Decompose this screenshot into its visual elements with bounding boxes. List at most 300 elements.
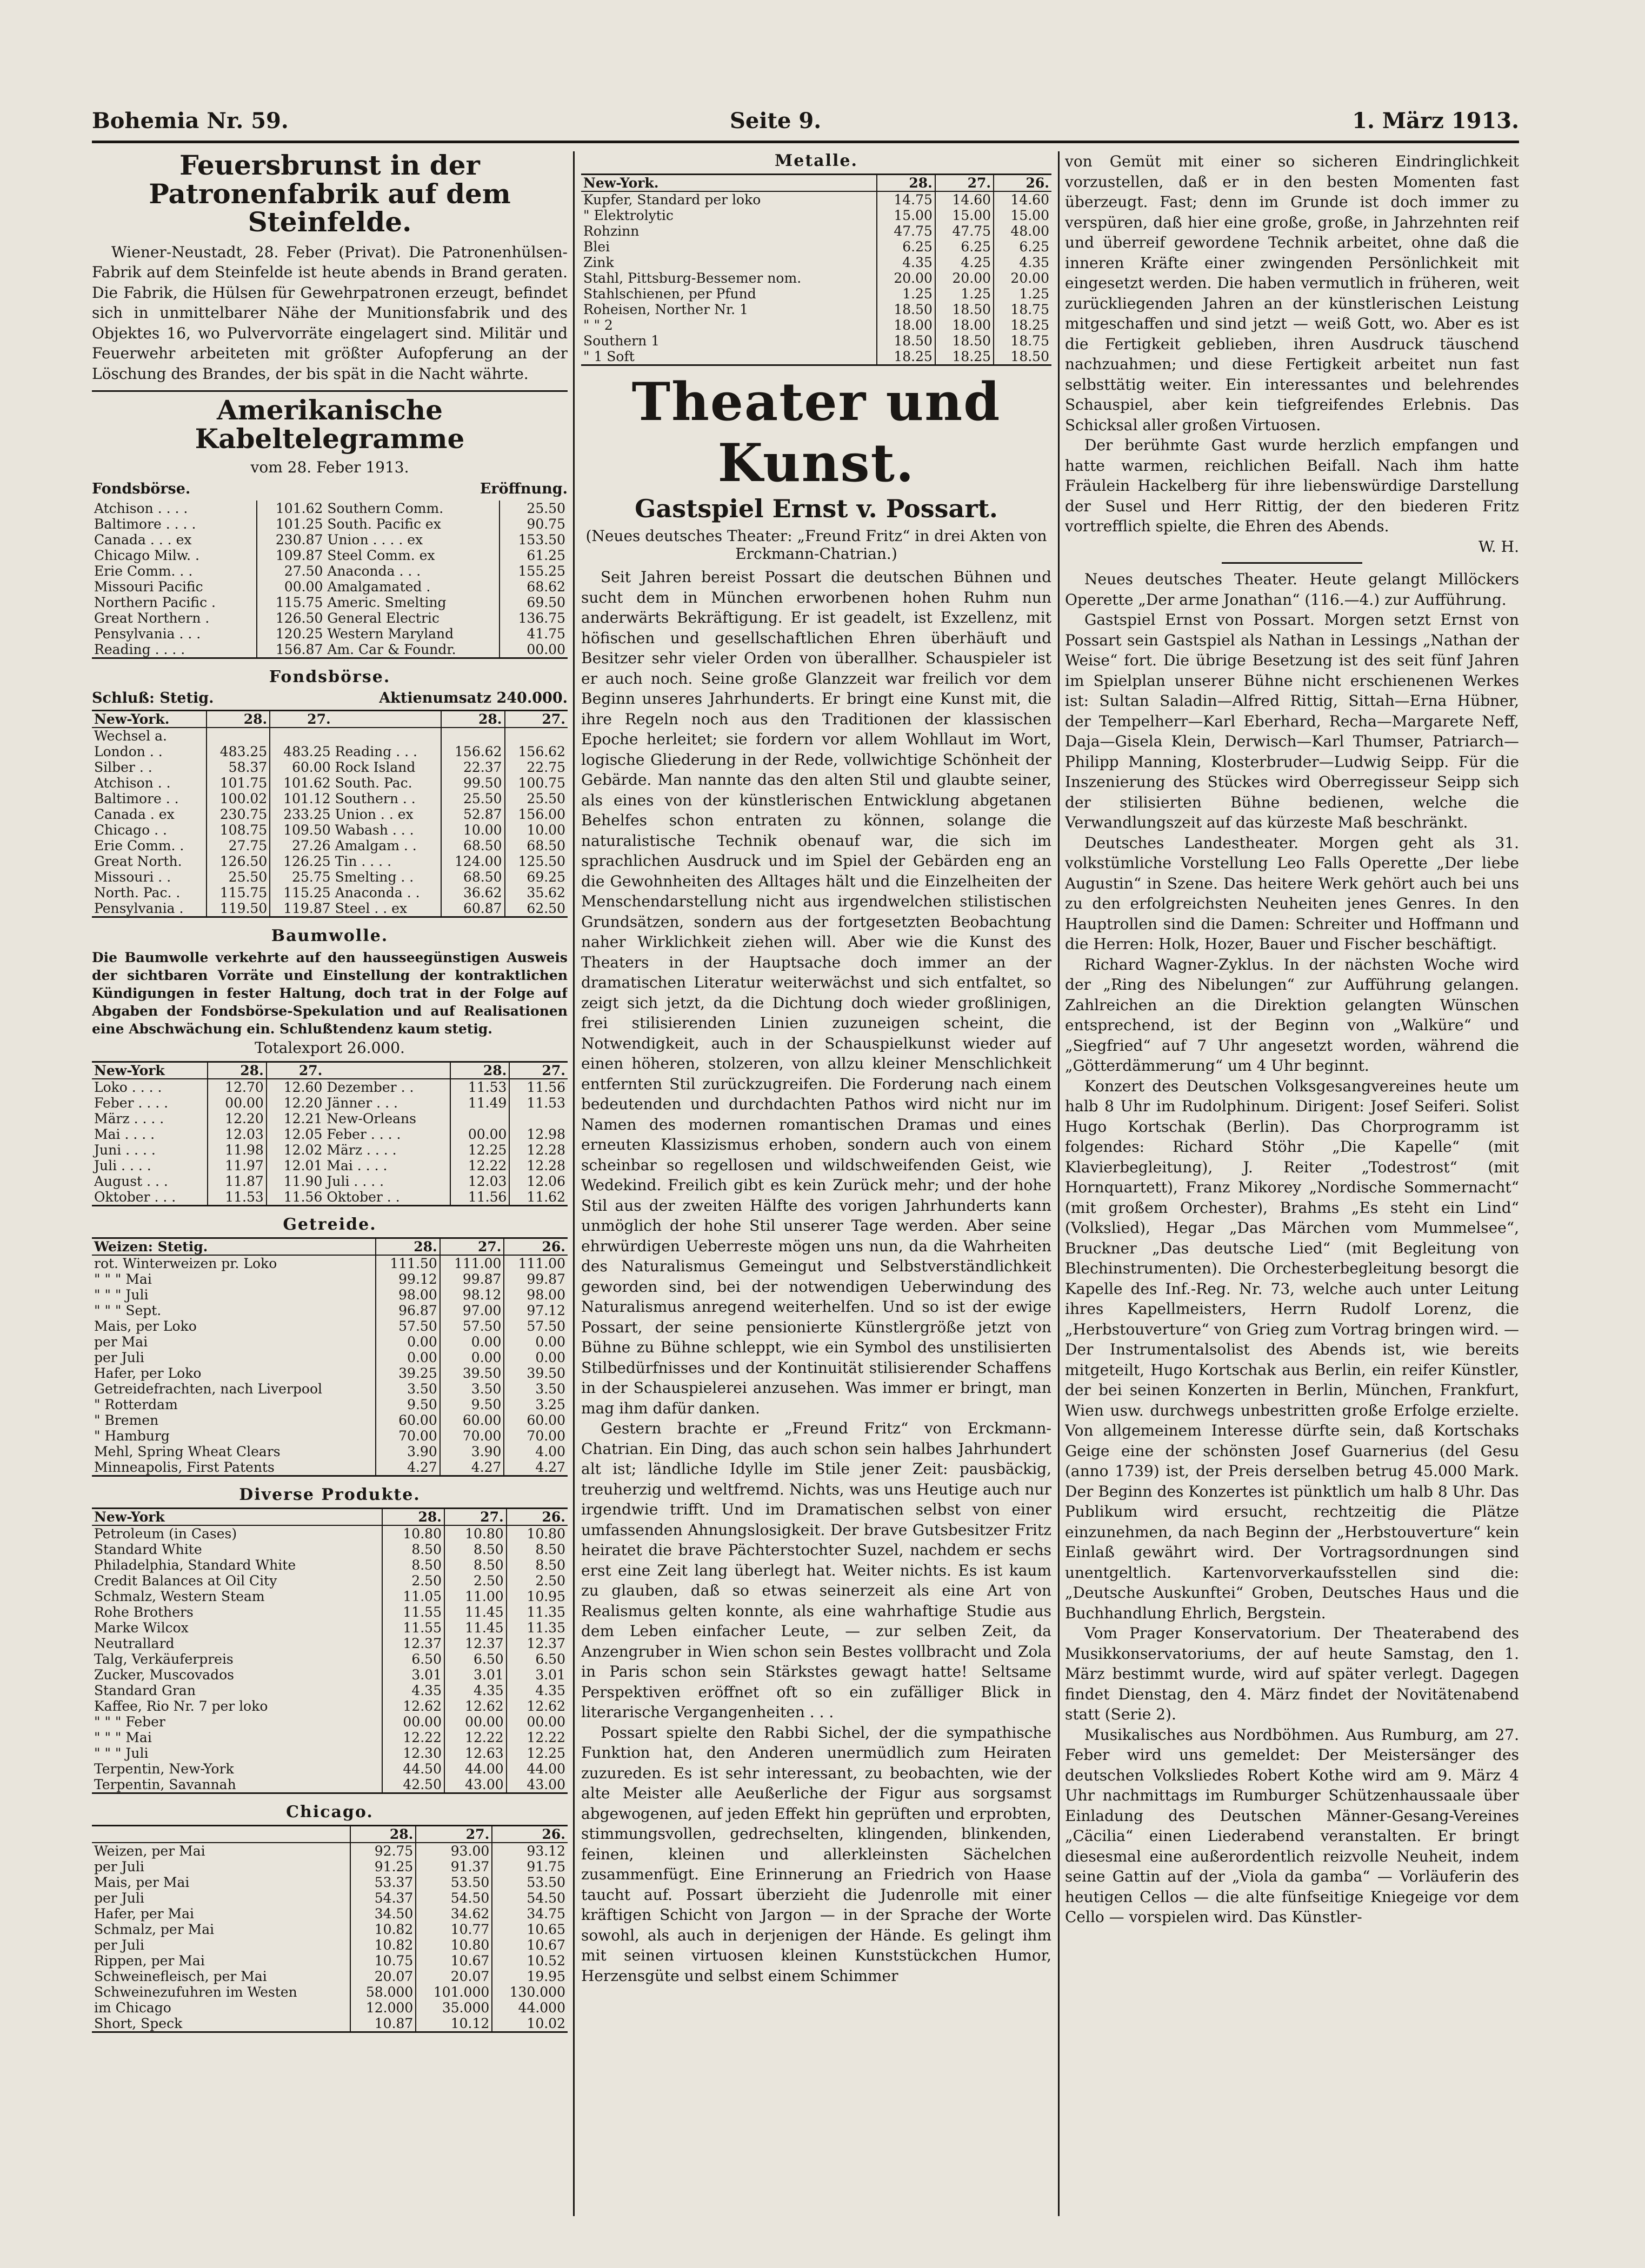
table-cell: Blei — [583, 239, 610, 255]
table-cell: Anaconda . . . — [327, 563, 421, 579]
table-cell: Steel Comm. ex — [327, 548, 435, 563]
table-cell: Tin . . . . — [335, 853, 392, 869]
table-cell: 12.000 — [350, 2000, 416, 2016]
table-cell: 18.50 — [877, 333, 935, 349]
table-cell — [505, 728, 568, 744]
table-row — [92, 1937, 568, 1953]
table-cell — [270, 728, 332, 744]
table-cell: Rohzinn — [583, 223, 640, 239]
table-cell: 27. — [416, 1826, 492, 1843]
table-cell: Juli . . . . — [327, 1173, 384, 1189]
table-cell: 11.53 — [450, 1079, 509, 1095]
table-cell: 4.35 — [382, 1683, 444, 1698]
theater-headline: Theater und Kunst. — [631, 371, 1001, 493]
table-cell: 18.00 — [877, 317, 935, 333]
table-cell: 00.00 — [208, 1095, 267, 1111]
table-row — [92, 1604, 568, 1620]
table-cell: 119.87 — [270, 900, 332, 917]
table-cell: Standard Gran — [94, 1683, 196, 1698]
table-cell: 12.03 — [450, 1173, 509, 1189]
table-cell: 12.25 — [450, 1142, 509, 1158]
table-cell: 125.50 — [505, 853, 568, 869]
table-row — [92, 1287, 568, 1303]
table-row — [92, 806, 568, 822]
chicago-title: Chicago. — [286, 1803, 374, 1822]
table-cell: 57.50 — [440, 1318, 504, 1334]
table-cell: 4.35 — [444, 1683, 507, 1698]
table-cell: 12.02 — [267, 1142, 325, 1158]
table-cell: 1.25 — [877, 286, 935, 302]
table-cell: Anaconda . . — [335, 885, 420, 900]
table-cell: 483.25 — [207, 744, 270, 759]
table-cell: 27. — [440, 1238, 504, 1256]
table-cell: 12.20 — [267, 1095, 325, 1111]
table-row — [92, 1111, 568, 1126]
table-cell: 101.25 — [257, 516, 325, 532]
table-cell: 92.75 — [350, 1843, 416, 1859]
table-cell: 12.62 — [507, 1698, 568, 1714]
table-row — [92, 1875, 568, 1890]
table-cell: 12.37 — [382, 1636, 444, 1651]
table-cell: London . . — [94, 744, 163, 759]
table-cell: 0.00 — [504, 1334, 568, 1350]
table-cell: 8.50 — [444, 1557, 507, 1573]
table-cell: 60.00 — [440, 1412, 504, 1428]
table-cell: 101.62 — [257, 501, 325, 516]
table-cell: 26. — [492, 1826, 568, 1843]
table-row — [92, 548, 568, 563]
table-row — [92, 595, 568, 610]
schluss-line — [92, 690, 568, 706]
table-cell: 10.95 — [507, 1589, 568, 1604]
table-row — [92, 822, 568, 838]
table-row — [581, 270, 1051, 286]
table-cell: Union . . . . ex — [327, 532, 423, 548]
notice-landestheater: Deutsches Landestheater. Morgen geht als 31. volkstümliche Vorstellung Leo Falls Operette „Der liebe Augustin“ in Szene. Das heitere Werk gehört auch bei uns zu den erfolgreichsten Neuheiten jenes Genres. In den Hauptrollen sind die Damen: Schreiter und Hoffmann und die Herren: Holk, Hozer, Bauer und Fischer beschäftigt. — [1065, 833, 1519, 953]
table-cell: Union . . ex — [335, 806, 414, 822]
table-cell: Rock Island — [335, 759, 416, 775]
table-cell: 43.00 — [507, 1777, 568, 1793]
table-cell: 111.50 — [376, 1255, 440, 1271]
table-cell: 10.52 — [492, 1953, 568, 1969]
table-row — [92, 1189, 568, 1206]
table-row — [92, 1557, 568, 1573]
table-cell: 35.000 — [416, 2000, 492, 2016]
table-cell: 18.25 — [935, 349, 994, 365]
table-cell: 10.67 — [492, 1937, 568, 1953]
table-cell: 10.80 — [444, 1525, 507, 1542]
table-cell: 20.00 — [994, 270, 1051, 286]
table-cell: Juli . . . . — [94, 1158, 151, 1173]
table-row — [92, 1142, 568, 1158]
table-cell: 0.00 — [504, 1350, 568, 1365]
table-cell: 3.01 — [382, 1667, 444, 1683]
table-cell: " Elektrolytic — [583, 208, 674, 223]
review-paragraph-2: Gestern brachte er „Freund Fritz“ von Erckmann-Chatrian. Ein Ding, das auch schon sein halbes Jahrhundert alt ist; ländliche Idylle im Stile jener Zeit: pausbäckig, treuherzig und weltfremd. Nichts, was uns Heutige auch nur irgendwie trifft. Und im Dramatischen selbst von einer umfassenden Ahnungslosigkeit. Der brave Gutsbesitzer Fritz heiratet die brave Pächterstochter Suzel, nachdem er sechs erst eine Zeit lang überlegt hat. Weiter nichts. Es ist kaum zu glauben, daß so etwas seinerzeit als eine Art von Realismus gelten konnte, als eine wahrhaftige Studie aus dem Leben einfacher Leute, — zur selben Zeit, da Anzengruber in Wien schon sein Bestes vollbracht und Zola in Paris schon sein Stärkstes gewagt hatte! Seltsame Perspektiven eröffnet oft so ein zufälliger Blick in literarische Vergangenheiten . . . — [581, 1419, 1051, 1722]
table-cell: Chicago . . — [94, 822, 167, 838]
newspaper-page — [92, 86, 1519, 2227]
review-paragraph-3: Possart spielte den Rabbi Sichel, der die sympathische Funktion hat, den Anderen unermüdlich zum Heiraten zuzureden. Es ist sehr interessant, zu beobachten, wie der alte Meister alle Aeußerliche der Figur aus sorgsamst abgewogenen, auf jeden Effekt hin geprüften und erprobten, stimmungsvollen, gedrechselten, klingenden, blinkenden, feinen, kleinen und allerkleinsten Sächelchen zusammenfügt. Eine Erinnerung an Friedrich von Haase taucht auf. Possart überzieht die Judenrolle mit einer kräftigen Schicht von Jargon — in der Sprache der Worte sowohl, als auch in derjenigen der Hände. Es gelingt ihm mit seinen virtuosen kleinen Kunststückchen Humor, Herzensgüte und selbst einem Schimmer — [581, 1723, 1051, 1985]
table-cell: 11.45 — [444, 1604, 507, 1620]
table-cell: Atchison . . . . — [94, 501, 188, 516]
table-cell: 12.22 — [507, 1730, 568, 1745]
table-cell: 57.50 — [376, 1318, 440, 1334]
table-cell: 11.05 — [382, 1589, 444, 1604]
table-cell: 4.35 — [994, 255, 1051, 270]
header-center: Seite 9. — [730, 108, 822, 134]
table-cell: 12.30 — [382, 1745, 444, 1761]
table-cell: 28. — [441, 711, 505, 728]
table-cell: 6.50 — [507, 1651, 568, 1667]
table-cell: 96.87 — [376, 1303, 440, 1318]
table-cell: 14.75 — [877, 191, 935, 208]
table-cell: 54.50 — [416, 1890, 492, 1906]
table-cell: 12.22 — [382, 1730, 444, 1745]
table-cell: 12.62 — [444, 1698, 507, 1714]
table-cell: 00.00 — [257, 579, 325, 595]
table-row — [92, 1126, 568, 1142]
neues-theater-note: (Neues deutsches Theater: „Freund Fritz“ in drei Akten von Erckmann-Chatrian.) — [585, 527, 1047, 563]
review-signature: W. H. — [1478, 537, 1519, 556]
table-row — [92, 1843, 568, 1859]
chicago-table — [92, 1825, 568, 2033]
table-cell: 27.26 — [270, 838, 332, 853]
table-cell: 12.37 — [507, 1636, 568, 1651]
table-cell: 00.00 — [507, 1714, 568, 1730]
table-cell: 14.60 — [935, 191, 994, 208]
table-row — [92, 1459, 568, 1476]
table-cell: 11.62 — [509, 1189, 568, 1206]
table-cell: 34.62 — [416, 1906, 492, 1922]
table-cell: 2.50 — [507, 1573, 568, 1589]
table-cell: 18.50 — [877, 302, 935, 317]
table-cell: 101.000 — [416, 1984, 492, 2000]
table-row — [581, 333, 1051, 349]
table-cell: 156.00 — [505, 806, 568, 822]
table-cell: 19.95 — [492, 1969, 568, 1984]
table-cell: 0.00 — [440, 1334, 504, 1350]
table-row — [92, 1158, 568, 1173]
table-cell: 48.00 — [994, 223, 1051, 239]
table-cell: 11.35 — [507, 1620, 568, 1636]
table-cell: 126.25 — [270, 853, 332, 869]
table-cell: 27. — [935, 175, 994, 192]
table-row — [92, 1095, 568, 1111]
table-cell: 18.75 — [994, 333, 1051, 349]
table-cell: 28. — [877, 175, 935, 192]
table-cell: 12.37 — [444, 1636, 507, 1651]
table-cell: 62.50 — [505, 900, 568, 917]
table-cell: Rohe Brothers — [94, 1604, 194, 1620]
table-cell: 6.25 — [994, 239, 1051, 255]
table-cell: 11.45 — [444, 1620, 507, 1636]
table-cell: 10.02 — [492, 2016, 568, 2032]
table-cell: 130.000 — [492, 1984, 568, 2000]
table-row — [581, 239, 1051, 255]
cotton-export: Totalexport 26.000. — [255, 1039, 405, 1057]
table-cell: 11.87 — [208, 1173, 267, 1189]
table-cell: 53.50 — [492, 1875, 568, 1890]
review-continuation: von Gemüt mit einer so sicheren Eindringlichkeit vorzustellen, daß er in den besten Momenten fast überzeugt. Fast; denn im Grunde ist doch immer zu verspüren, daß hier eine große, große, in Jahrzehnten reif und überreif gewordene Technik arbeitet, ohne daß die inneren Kräfte einer zwingenden Persönlichkeit mit eingesetzt werden. Die haben vermutlich in früheren, weit zurückliegenden Jahren an der künstlerischen Leistung mitgeschaffen und sind jetzt — weiß Gott, wo. Aber es ist die Fertigkeit geblieben, ihren Ausdruck täuschend nachzuahmen; und diese Fertigkeit arbeitet nun fast selbsttätig weiter. Ein interessantes und belehrendes Schauspiel, aber kein tiefgreifendes Erlebnis. Das Schicksal aller großen Virtuosen. — [1065, 152, 1519, 434]
table-cell: 70.00 — [376, 1428, 440, 1444]
table-cell: Northern Pacific . — [94, 595, 216, 610]
table-cell: 93.12 — [492, 1843, 568, 1859]
table-cell: 10.00 — [505, 822, 568, 838]
table-cell: per Juli — [94, 1859, 144, 1875]
table-cell: Feber . . . . — [94, 1095, 169, 1111]
table-cell: Great Northern . — [94, 610, 210, 626]
table-cell: 25.50 — [500, 501, 568, 516]
table-cell: 12.06 — [509, 1173, 568, 1189]
table-cell: Weizen: Stetig. — [92, 1238, 376, 1256]
table-cell: Schmalz, per Mai — [94, 1922, 215, 1937]
table-cell: Schweinefleisch, per Mai — [94, 1969, 267, 1984]
table-cell: 39.50 — [440, 1365, 504, 1381]
table-cell: " " " Mai — [94, 1271, 152, 1287]
table-row — [92, 610, 568, 626]
table-cell: 155.25 — [500, 563, 568, 579]
table-cell: Steel . . ex — [333, 900, 441, 917]
table-cell: Pensylvania . — [92, 900, 207, 917]
table-cell: 12.28 — [509, 1158, 568, 1173]
table-cell: Oktober . . . — [92, 1189, 208, 1206]
table-cell: Baltimore . . — [94, 791, 179, 806]
table-cell: 4.27 — [504, 1459, 568, 1476]
table-cell: 483.25 — [270, 744, 332, 759]
table-cell: Petroleum (in Cases) — [94, 1526, 237, 1542]
table-row — [92, 1636, 568, 1651]
notice-neues-theater: Neues deutsches Theater. Heute gelangt Millöckers Operette „Der arme Jonathan“ (116.—4.) zur Aufführung. — [1065, 570, 1519, 609]
header-right: 1. März 1913. — [1352, 108, 1519, 134]
table-cell: 12.22 — [450, 1158, 509, 1173]
table-row — [92, 728, 568, 744]
table-cell: Am. Car & Foundr. — [325, 642, 500, 658]
table-cell: 68.62 — [500, 579, 568, 595]
table-cell: Canada . ex — [94, 806, 175, 822]
table-header-row — [92, 1238, 568, 1256]
table-cell: New-York — [92, 1509, 382, 1526]
table-header-row — [92, 711, 568, 728]
table-cell: 22.37 — [441, 759, 505, 775]
table-cell: Kupfer, Standard per loko — [583, 192, 761, 208]
table-cell: 3.25 — [504, 1397, 568, 1412]
table-cell: 3.50 — [504, 1381, 568, 1397]
table-row — [92, 563, 568, 579]
table-cell: 10.80 — [416, 1937, 492, 1953]
table-cell: Atchison . . — [94, 775, 171, 791]
table-cell: Loko . . . . — [94, 1079, 162, 1095]
table-cell: 12.20 — [208, 1111, 267, 1126]
table-cell: 36.62 — [441, 885, 505, 900]
table-cell: 44.00 — [507, 1761, 568, 1777]
table-cell: New-York — [92, 1062, 208, 1079]
table-cell: 10.65 — [492, 1922, 568, 1937]
table-row — [92, 1444, 568, 1459]
table-cell: 27.75 — [207, 838, 270, 853]
table-cell: Reading . . . . — [92, 642, 257, 658]
table-cell: Wechsel a. — [94, 728, 167, 744]
table-cell: 00.00 — [500, 642, 568, 658]
section-rule — [92, 390, 568, 392]
table-cell: 4.35 — [507, 1683, 568, 1698]
table-cell: 109.87 — [257, 548, 325, 563]
table-cell: 98.12 — [440, 1287, 504, 1303]
table-cell: 11.56 — [509, 1079, 568, 1095]
table-cell: Pensylvania . . . — [94, 626, 201, 642]
table-cell — [333, 728, 441, 744]
header-left: Bohemia Nr. 59. — [92, 108, 289, 134]
table-cell: 60.87 — [441, 900, 505, 917]
table-cell — [333, 711, 441, 728]
table-cell: 53.50 — [416, 1875, 492, 1890]
table-cell: Great North. — [94, 853, 182, 869]
fonds-line — [92, 481, 568, 497]
table-row — [92, 1730, 568, 1745]
table-cell: Feber . . . . — [327, 1126, 401, 1142]
table-cell: 00.00 — [382, 1714, 444, 1730]
table-cell: Erie Comm. . . — [94, 563, 193, 579]
table-cell: 69.50 — [500, 595, 568, 610]
table-cell: Stahl, Pittsburg-Bessemer nom. — [583, 270, 802, 286]
table-row — [92, 853, 568, 869]
table-cell: " " " Juli — [94, 1287, 149, 1303]
table-cell: Western Maryland — [327, 626, 454, 642]
table-cell: 15.00 — [994, 208, 1051, 223]
table-cell — [450, 1111, 509, 1126]
table-row — [92, 1683, 568, 1698]
table-cell: 156.87 — [257, 642, 325, 658]
table-cell: 70.00 — [504, 1428, 568, 1444]
table-cell: 1.25 — [935, 286, 994, 302]
table-cell: 11.53 — [208, 1189, 267, 1206]
table-cell: 00.00 — [444, 1714, 507, 1730]
notice-konservatorium: Vom Prager Konservatorium. Der Theaterabend des Musikkonservatoriums, der auf heute Samstag, den 1. März bestimmt wurde, wird auf später verlegt. Dagegen findet Dienstag, den 4. März findet der Novitätenabend statt (Serie 2). — [1065, 1624, 1519, 1723]
table-cell: 18.25 — [877, 349, 935, 365]
table-cell: 230.75 — [207, 806, 270, 822]
table-cell: 18.50 — [935, 333, 994, 349]
table-cell: 18.50 — [994, 349, 1051, 365]
table-cell: 3.50 — [376, 1381, 440, 1397]
table-row — [92, 1381, 568, 1397]
table-cell: 120.25 — [257, 626, 325, 642]
table-cell: 91.75 — [492, 1859, 568, 1875]
table-row — [92, 1589, 568, 1604]
table-cell: Terpentin, Savannah — [92, 1777, 382, 1793]
table-row — [92, 626, 568, 642]
open-label: Eröffnung. — [479, 481, 568, 497]
table-cell: 47.75 — [935, 223, 994, 239]
table-cell: 0.00 — [440, 1350, 504, 1365]
table-cell: 11.56 — [450, 1189, 509, 1206]
table-cell: 3.01 — [444, 1667, 507, 1683]
column-divider — [573, 151, 575, 2216]
table-cell: 39.50 — [504, 1365, 568, 1381]
notice-wagner: Richard Wagner-Zyklus. In der nächsten Woche wird der „Ring des Nibelungen“ zur Aufführung gelangen. Zahlreichen an die Direktion gelangten Wünschen entsprechend, ist der Beginn von „Walküre“ und „Siegfried“ auf 7 Uhr angesetzt worden, während die „Götterdämmerung“ um 4 Uhr beginnt. — [1065, 955, 1519, 1075]
table-row — [92, 1542, 568, 1557]
table-cell: 35.62 — [505, 885, 568, 900]
table-cell: 26. — [507, 1509, 568, 1526]
table-row — [92, 1761, 568, 1777]
table-cell: 99.50 — [441, 775, 505, 791]
table-cell: 10.82 — [350, 1937, 416, 1953]
table-row — [92, 1412, 568, 1428]
table-cell: 11.55 — [382, 1620, 444, 1636]
table-cell: 108.75 — [207, 822, 270, 838]
short-rule — [1222, 562, 1362, 564]
table-row — [92, 885, 568, 900]
table-row — [92, 1255, 568, 1271]
table-row — [581, 349, 1051, 365]
table-cell: 98.00 — [376, 1287, 440, 1303]
table-cell: 12.25 — [507, 1745, 568, 1761]
table-cell — [207, 728, 270, 744]
table-cell: 14.60 — [994, 191, 1051, 208]
table-cell: 27. — [509, 1062, 568, 1079]
table-cell: Amalgamated . — [327, 579, 431, 595]
table-cell: August . . . — [94, 1173, 168, 1189]
column-1 — [92, 151, 568, 2216]
table-cell: 230.87 — [257, 532, 325, 548]
table-cell: 53.37 — [350, 1875, 416, 1890]
table-cell: Mais, per Mai — [94, 1875, 190, 1890]
table-row — [92, 1667, 568, 1683]
table-cell: Wabash . . . — [335, 822, 414, 838]
table-cell: 57.50 — [504, 1318, 568, 1334]
table-row — [92, 1334, 568, 1350]
table-cell: 91.37 — [416, 1859, 492, 1875]
table-cell: 28. — [350, 1826, 416, 1843]
table-cell: 11.98 — [208, 1142, 267, 1158]
table-row — [92, 1698, 568, 1714]
table-row — [92, 1714, 568, 1730]
table-cell: 97.00 — [440, 1303, 504, 1318]
table-cell: 60.00 — [376, 1412, 440, 1428]
table-cell: 119.50 — [207, 900, 270, 917]
table-cell: 12.22 — [444, 1730, 507, 1745]
table-header-row — [92, 1509, 568, 1526]
table-cell: 2.50 — [444, 1573, 507, 1589]
table-cell: 111.00 — [440, 1255, 504, 1271]
table-cell: 136.75 — [500, 610, 568, 626]
table-cell: 68.50 — [441, 869, 505, 885]
table-cell: Southern . . — [335, 791, 416, 806]
grain-title: Getreide. — [283, 1215, 377, 1234]
table-cell: Kaffee, Rio Nr. 7 per loko — [94, 1698, 268, 1714]
table-cell: " Hamburg — [94, 1428, 170, 1444]
table-cell: 68.50 — [505, 838, 568, 853]
table-cell: 6.25 — [877, 239, 935, 255]
table-cell: Standard White — [94, 1542, 202, 1557]
table-cell: Chicago Milw. . — [94, 548, 199, 563]
table-row — [92, 532, 568, 548]
column-2 — [581, 151, 1051, 2216]
table-cell: 156.62 — [441, 744, 505, 759]
umsatz-text: Aktienumsatz 240.000. — [379, 690, 568, 706]
table-cell: Hafer, per Mai — [94, 1906, 195, 1922]
table-cell: 91.25 — [350, 1859, 416, 1875]
table-cell: 60.00 — [504, 1412, 568, 1428]
table-cell: per Juli — [94, 1350, 144, 1365]
products-title: Diverse Produkte. — [239, 1485, 421, 1504]
table-cell: 52.87 — [441, 806, 505, 822]
table-cell: 47.75 — [877, 223, 935, 239]
table-cell: Minneapolis, First Patents — [92, 1459, 376, 1476]
table-cell: 25.50 — [505, 791, 568, 806]
review-paragraph-1: Seit Jahren bereist Possart die deutschen Bühnen und sucht dem in München erworbenen hohen Ruhm nun anderwärts Bekräftigung. Er ist geadelt, ist Exzellenz, mit höfischen und gesellschaftlichen Ehren überhäuft und Besitzer sehr vieler Orden von überallher. Schauspieler ist er auch noch. Seine große Glanzzeit war freilich vor dem Beginn unseres Jahrhunderts. Er bringt eine Kunst mit, die ihre Regeln noch aus den Traditionen der klassischen Epoche herleitet; sie fordern vor allem Wohllaut im Wort, logische Gliederung in der Rede, vollwichtige Schönheit der Gebärde. Man nannte das den alten Stil und glaubte seiner, als eines von der künstlerischen Entwicklung abgetanen Behelfes schon entraten zu können, solange die naturalistische Technik obenauf war, die sich im sprachlichen Ausdruck und im Spiel der Gebärden eng an die Gewohnheiten des Alltages hält und die Einzelheiten der Menschendarstellung nicht aus irgendwelchen stilistischen Grundsätzen, sondern aus der fortgesetzten Beobachtung naher Wirklichkeit ziehen will. Aber wie die Kunst des Theaters in der Hauptsache doch immer an der dramatischen Literatur weiterwächst und sich entfaltet, so zeigt sich jetzt, da die Dichtung doch wieder großlinigen, frei stilisierenden Linien zuzuneigen scheint, die Notwendigkeit, auch in der Schauspielkunst wieder auf einen höheren, stolzeren, von allzu kleiner Menschlichkeit entfernten Stil zurückzugreifen. Die Forderung nach einem bedeutenden und durchdachten Pathos wird nicht nur im Namen des modernen romantischen Dramas und eines erneuten Klassizismus erhoben, sondern auch von einem scheinbar so regellosen und wildschweifenden Geist, wie Wedekind. Freilich gibt es kein Zurück mehr; und der hohe Stil aus der zweiten Hälfte des vorigen Jahrhunderts kann unmöglich der hohe Stil unserer Tage werden. Aber seine ehrwürdigen Ueberreste mögen uns nun, da die Wahrheiten des Naturalismus Gemeingut und Selbstverständlichkeit geworden sind, bei der notwendigen Ueberwindung des Naturalismus anregend weiterhelfen. Und so ist der ewige Possart, der seine pensionierte Künstlergröße jetzt von Bühne zu Bühne schleppt, wie ein Symbol des unstilisierten Stilbedürfnisses und der Kontinuität stilisierender Schaffens in der Schauspielerei anzusehen. Was immer er bringt, man mag ihm dafür danken. — [581, 568, 1051, 1417]
table-cell: Erie Comm. . — [94, 838, 184, 853]
table-cell: 11.49 — [450, 1095, 509, 1111]
table-cell: " " " Juli — [94, 1745, 149, 1761]
